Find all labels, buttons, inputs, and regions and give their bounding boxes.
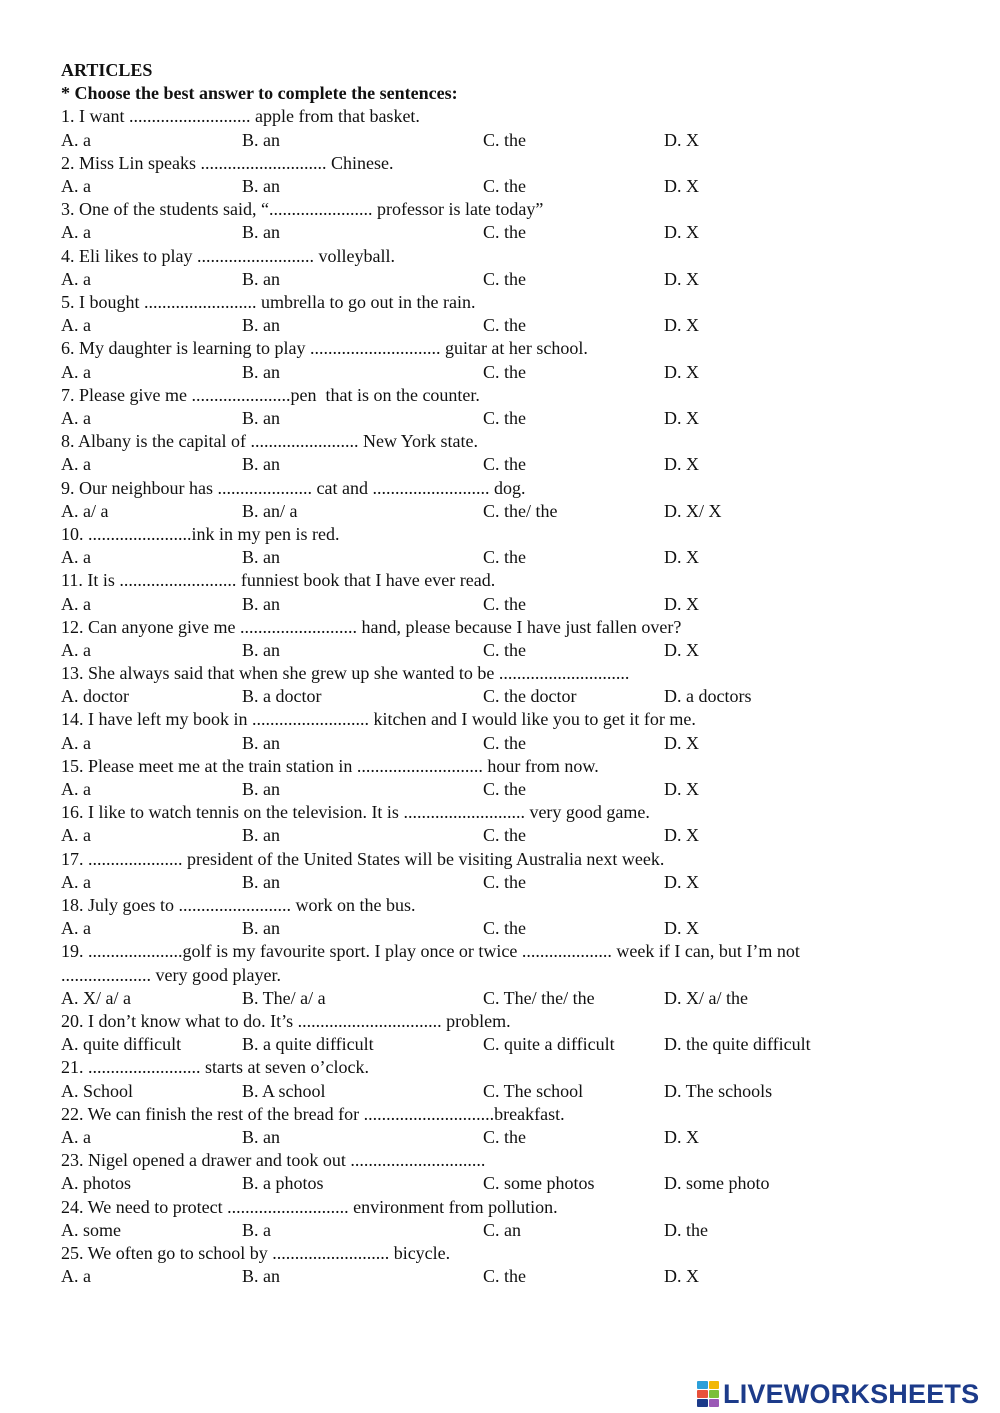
option-c[interactable]: C. the xyxy=(483,361,526,382)
question-text: 3. One of the students said, “....................... professor is late today” xyxy=(61,199,544,220)
option-a[interactable]: A. a xyxy=(61,779,91,800)
answer-options xyxy=(61,361,961,384)
option-b[interactable]: B. an/ a xyxy=(242,500,298,521)
option-d[interactable]: D. X xyxy=(664,315,699,336)
answer-options xyxy=(61,824,961,847)
option-b[interactable]: B. an xyxy=(242,1127,280,1148)
answer-options xyxy=(61,546,961,569)
question-text: 19. .....................golf is my favourite sport. I play once or twice .................... week if I can, but I’m not xyxy=(61,941,800,962)
answer-options xyxy=(61,1265,961,1288)
option-d[interactable]: D. X xyxy=(664,176,699,196)
option-d[interactable]: D. the quite difficult xyxy=(664,1034,811,1055)
option-c[interactable]: C. the xyxy=(483,222,526,243)
option-b[interactable]: B. an xyxy=(242,779,280,800)
option-b[interactable]: B. an xyxy=(242,176,280,196)
option-c[interactable]: C. the xyxy=(483,639,526,660)
answer-options xyxy=(61,453,961,476)
option-b[interactable]: B. an xyxy=(242,593,280,614)
answer-options xyxy=(61,917,961,940)
option-b[interactable]: B. a photos xyxy=(242,1173,324,1194)
logo-tile xyxy=(697,1399,708,1407)
option-d[interactable]: D. X xyxy=(664,732,699,753)
question-text: 24. We need to protect ........................... environment from pollution. xyxy=(61,1196,558,1217)
answer-options xyxy=(61,129,961,152)
question-text: 22. We can finish the rest of the bread for .............................breakfast. xyxy=(61,1103,565,1124)
question-text: 1. I want ........................... apple from that basket. xyxy=(61,106,420,127)
answer-options xyxy=(61,1172,961,1195)
liveworksheets-logo-icon xyxy=(697,1381,719,1407)
logo-tile xyxy=(697,1381,708,1389)
option-d[interactable]: D. X/ X xyxy=(664,500,722,521)
option-c[interactable]: C. the xyxy=(483,407,526,428)
option-a[interactable]: A. a xyxy=(61,268,91,289)
question-text: 14. I have left my book in .......................... kitchen and I would like you to get it for me. xyxy=(61,709,696,730)
answer-options xyxy=(61,639,961,662)
question-text: 18. July goes to ......................... work on the bus. xyxy=(61,895,416,916)
option-d[interactable]: D. some photo xyxy=(664,1173,770,1194)
option-d[interactable]: D. X xyxy=(664,825,699,846)
option-b[interactable]: B. A school xyxy=(242,1080,326,1101)
option-c[interactable]: C. the xyxy=(483,129,526,150)
answer-options xyxy=(61,987,961,1010)
option-d[interactable]: D. X xyxy=(664,593,699,614)
option-d[interactable]: D. X xyxy=(664,1127,699,1148)
question-text-continued: .................... very good player. xyxy=(61,964,281,985)
question-text: 9. Our neighbour has ..................... cat and .......................... dog. xyxy=(61,477,526,498)
option-a[interactable]: A. a xyxy=(61,825,91,846)
question-text: 11. It is .......................... funniest book that I have ever read. xyxy=(61,570,496,591)
option-c[interactable]: C. the xyxy=(483,1266,526,1287)
answer-options xyxy=(61,1219,961,1242)
option-c[interactable]: C. quite a difficult xyxy=(483,1034,615,1055)
option-b[interactable]: B. an xyxy=(242,407,280,428)
answer-options xyxy=(61,175,961,198)
option-c[interactable]: C. The/ the/ the xyxy=(483,987,595,1008)
option-c[interactable]: C. the xyxy=(483,593,526,614)
option-a[interactable]: A. quite difficult xyxy=(61,1034,182,1055)
option-a[interactable]: A. a xyxy=(61,1127,91,1148)
option-b[interactable]: B. an xyxy=(242,547,280,568)
answer-options xyxy=(61,407,961,430)
option-d[interactable]: D. X xyxy=(664,779,699,800)
option-b[interactable]: B. an xyxy=(242,222,280,243)
question-text: 20. I don’t know what to do. It’s ................................ problem. xyxy=(61,1011,511,1032)
question-text: 15. Please meet me at the train station in ............................ hour from now. xyxy=(61,755,599,776)
question-list xyxy=(61,105,961,1288)
option-d[interactable]: D. X xyxy=(664,129,699,150)
option-c[interactable]: C. the xyxy=(483,732,526,753)
answer-options xyxy=(61,500,961,523)
option-b[interactable]: B. a xyxy=(242,1219,271,1240)
option-d[interactable]: D. the xyxy=(664,1219,708,1240)
option-a[interactable]: A. a xyxy=(61,222,91,243)
option-c[interactable]: C. the xyxy=(483,547,526,568)
question-text: 17. ..................... president of the United States will be visiting Australia next week. xyxy=(61,848,665,869)
logo-tile xyxy=(697,1390,708,1398)
answer-options xyxy=(61,1033,961,1056)
option-b[interactable]: B. an xyxy=(242,361,280,382)
option-d[interactable]: D. X xyxy=(664,268,699,289)
option-c[interactable]: C. the xyxy=(483,779,526,800)
answer-options xyxy=(61,1126,961,1149)
option-d[interactable]: D. X xyxy=(664,639,699,660)
option-a[interactable]: A. a xyxy=(61,361,91,382)
answer-options xyxy=(61,1080,961,1103)
option-d[interactable]: D. X xyxy=(664,407,699,428)
option-a[interactable]: A. a xyxy=(61,918,91,939)
option-c[interactable]: C. the xyxy=(483,918,526,939)
question-text: 6. My daughter is learning to play ............................. guitar at her school. xyxy=(61,338,588,359)
option-a[interactable]: A. a xyxy=(61,454,91,475)
question-text: 10. .......................ink in my pen is red. xyxy=(61,523,340,544)
option-a[interactable]: A. a xyxy=(61,176,91,196)
option-d[interactable]: D. a doctors xyxy=(664,686,752,707)
brand-footer xyxy=(697,1379,979,1409)
option-d[interactable]: D. X xyxy=(664,361,699,382)
option-b[interactable]: B. an xyxy=(242,825,280,846)
question-text: 5. I bought ......................... umbrella to go out in the rain. xyxy=(61,291,476,312)
worksheet xyxy=(61,59,961,1288)
option-c[interactable]: C. the xyxy=(483,454,526,475)
option-d[interactable]: D. The schools xyxy=(664,1080,773,1101)
option-b[interactable]: B. an xyxy=(242,454,280,475)
question-text: 21. ......................... starts at seven o’clock. xyxy=(61,1057,369,1078)
option-c[interactable]: C. The school xyxy=(483,1080,584,1101)
option-d[interactable]: D. X xyxy=(664,454,699,475)
question-text: 12. Can anyone give me .......................... hand, please because I have just fallen over? xyxy=(61,616,682,637)
answer-options xyxy=(61,871,961,894)
question-text: 8. Albany is the capital of ........................ New York state. xyxy=(61,431,478,452)
logo-tile xyxy=(709,1390,720,1398)
question-text: 2. Miss Lin speaks ............................ Chinese. xyxy=(61,152,394,173)
option-a[interactable]: A. X/ a/ a xyxy=(61,987,131,1008)
question-text: 13. She always said that when she grew up she wanted to be ............................. xyxy=(61,663,630,684)
answer-options xyxy=(61,685,961,708)
option-d[interactable]: D. X xyxy=(664,918,699,939)
option-b[interactable]: B. The/ a/ a xyxy=(242,987,326,1008)
option-d[interactable]: D. X xyxy=(664,222,699,243)
option-a[interactable]: A. a xyxy=(61,593,91,614)
logo-tile xyxy=(709,1381,720,1389)
option-c[interactable]: C. the doctor xyxy=(483,686,577,707)
question-text: 25. We often go to school by .......................... bicycle. xyxy=(61,1242,451,1263)
instruction: * Choose the best answer to complete the sentences: xyxy=(61,83,458,104)
option-b[interactable]: B. an xyxy=(242,268,280,289)
option-d[interactable]: D. X xyxy=(664,1266,699,1287)
option-d[interactable]: D. X xyxy=(664,547,699,568)
question-text: 4. Eli likes to play .......................... volleyball. xyxy=(61,245,395,266)
option-c[interactable]: C. the xyxy=(483,871,526,892)
option-a[interactable]: A. a xyxy=(61,129,91,150)
logo-tile xyxy=(709,1399,720,1407)
option-a[interactable]: A. a xyxy=(61,315,91,336)
answer-options xyxy=(61,221,961,244)
option-c[interactable]: C. some photos xyxy=(483,1173,595,1194)
option-c[interactable]: C. the xyxy=(483,1127,526,1148)
question-text: 16. I like to watch tennis on the television. It is ........................... very good game. xyxy=(61,802,650,823)
option-c[interactable]: C. an xyxy=(483,1219,521,1240)
brand-name: LIVEWORKSHEETS xyxy=(723,1378,980,1409)
option-a[interactable]: A. a xyxy=(61,1266,91,1287)
option-c[interactable]: C. the xyxy=(483,176,526,196)
option-c[interactable]: C. the xyxy=(483,268,526,289)
answer-options xyxy=(61,732,961,755)
option-a[interactable]: A. a xyxy=(61,732,91,753)
option-a[interactable]: A. a/ a xyxy=(61,500,109,521)
option-a[interactable]: A. doctor xyxy=(61,686,129,707)
option-b[interactable]: B. an xyxy=(242,732,280,753)
option-b[interactable]: B. an xyxy=(242,315,280,336)
option-d[interactable]: D. X/ a/ the xyxy=(664,987,748,1008)
option-a[interactable]: A. School xyxy=(61,1080,133,1101)
option-c[interactable]: C. the xyxy=(483,825,526,846)
option-c[interactable]: C. the xyxy=(483,315,526,336)
question-text: 7. Please give me ......................pen that is on the counter. xyxy=(61,384,480,405)
answer-options xyxy=(61,778,961,801)
option-b[interactable]: B. an xyxy=(242,129,280,150)
option-d[interactable]: D. X xyxy=(664,871,699,892)
option-a[interactable]: A. some xyxy=(61,1219,121,1240)
option-a[interactable]: A. a xyxy=(61,547,91,568)
option-a[interactable]: A. photos xyxy=(61,1173,132,1194)
option-a[interactable]: A. a xyxy=(61,407,91,428)
answer-options xyxy=(61,593,961,616)
option-a[interactable]: A. a xyxy=(61,871,91,892)
option-b[interactable]: B. an xyxy=(242,639,280,660)
answer-options xyxy=(61,268,961,291)
option-a[interactable]: A. a xyxy=(61,639,91,660)
option-b[interactable]: B. an xyxy=(242,871,280,892)
option-c[interactable]: C. the/ the xyxy=(483,500,558,521)
option-b[interactable]: B. an xyxy=(242,918,280,939)
page-title: ARTICLES xyxy=(61,60,153,80)
option-b[interactable]: B. an xyxy=(242,1266,280,1287)
option-b[interactable]: B. a quite difficult xyxy=(242,1034,374,1055)
question-text: 23. Nigel opened a drawer and took out .............................. xyxy=(61,1150,486,1171)
option-b[interactable]: B. a doctor xyxy=(242,686,322,707)
answer-options xyxy=(61,314,961,337)
